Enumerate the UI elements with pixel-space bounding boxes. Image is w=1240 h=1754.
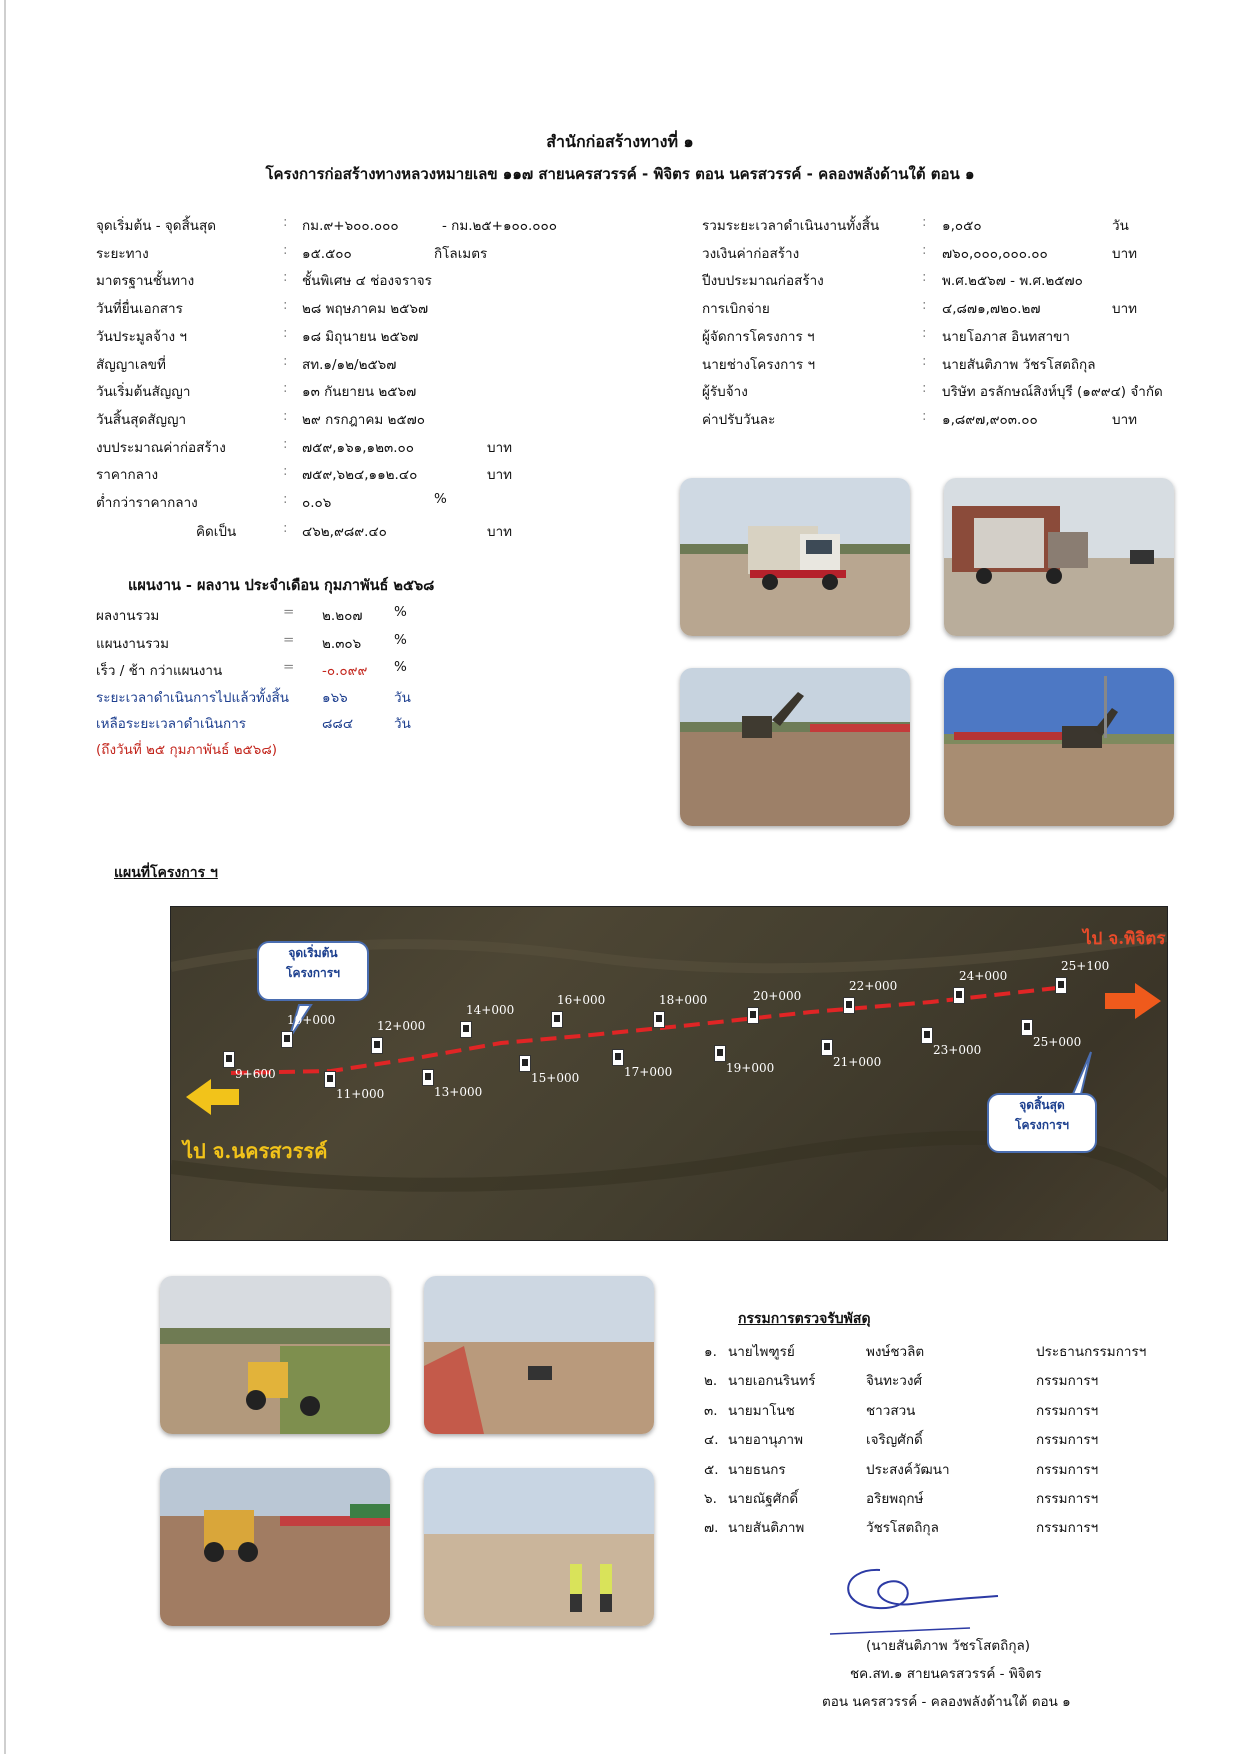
info-value: นายสันติภาพ วัชรโสตถิกุล bbox=[942, 356, 1096, 373]
member-first-name: นายอานุภาพ bbox=[728, 1432, 804, 1449]
info-row bbox=[0, 297, 1240, 323]
site-photo-3 bbox=[680, 668, 910, 826]
info-label: วันที่ยื่นเอกสาร bbox=[96, 301, 183, 318]
plan-label: เร็ว / ช้า กว่าแผนงาน bbox=[96, 663, 223, 679]
committee-row bbox=[0, 1458, 1240, 1484]
plan-unit: % bbox=[394, 659, 407, 675]
to-phichit-label: ไป จ.พิจิตร bbox=[1083, 929, 1166, 949]
member-number: ๒. bbox=[704, 1373, 718, 1390]
member-first-name: นายธนกร bbox=[728, 1461, 786, 1478]
site-photo-1 bbox=[680, 478, 910, 636]
km-label: 12+000 bbox=[377, 1019, 426, 1033]
elapsed-unit: วัน bbox=[394, 690, 411, 706]
signature-scribble bbox=[820, 1548, 1010, 1638]
remain-value: ๘๘๔ bbox=[322, 716, 354, 732]
plan-row bbox=[0, 604, 600, 630]
member-number: ๖. bbox=[704, 1491, 717, 1507]
remain-unit: วัน bbox=[394, 716, 411, 732]
info-row bbox=[0, 436, 620, 462]
km-label: 25+000 bbox=[1033, 1035, 1082, 1049]
to-nakhonsawan-label: ไป จ.นครสวรรค์ bbox=[183, 1139, 328, 1163]
remain-row bbox=[0, 712, 600, 738]
info-label: วันประมูลจ้าง ฯ bbox=[96, 328, 188, 345]
map-section-title: แผนที่โครงการ ฯ bbox=[114, 865, 218, 881]
km-marker-icon bbox=[223, 1051, 235, 1068]
plan-value: -๐.๐๙๙ bbox=[322, 663, 368, 679]
km-label: 21+000 bbox=[833, 1055, 882, 1069]
info-label: จุดเริ่มต้น - จุดสิ้นสุด bbox=[96, 218, 217, 234]
km-label: 22+000 bbox=[849, 979, 898, 993]
km-marker-icon bbox=[921, 1027, 933, 1044]
percent-amount-unit: บาท bbox=[487, 524, 513, 540]
member-role: กรรมการฯ bbox=[1036, 1461, 1099, 1478]
km-label: 14+000 bbox=[466, 1003, 515, 1017]
member-last-name: ประสงค์วัฒนา bbox=[866, 1461, 950, 1478]
committee-row bbox=[0, 1516, 1240, 1542]
member-number: ๓. bbox=[704, 1402, 718, 1419]
project-title: โครงการก่อสร้างทางหลวงหมายเลข ๑๑๗ สายนครสวรรค์ - พิจิตร ตอน นครสวรรค์ - คลองพลังด้านใต้ ตอน ๑ bbox=[265, 165, 975, 183]
member-first-name: นายเอกนรินทร์ bbox=[728, 1373, 816, 1390]
end-label: จุดสิ้นสุด bbox=[1019, 1098, 1065, 1112]
info-label: นายช่างโครงการ ฯ bbox=[702, 356, 816, 373]
as-of-date: (ถึงวันที่ ๒๕ กุมภาพันธ์ ๒๕๖๘) bbox=[96, 742, 278, 758]
info-unit: บาท bbox=[487, 439, 513, 456]
info-row bbox=[0, 242, 1240, 268]
info-label: วันสิ้นสุดสัญญา bbox=[96, 411, 187, 428]
km-marker-icon bbox=[843, 997, 855, 1014]
info-value: ๑๘ มิถุนายน ๒๕๖๗ bbox=[302, 328, 419, 345]
km-label: 9+600 bbox=[235, 1067, 276, 1081]
info-label: ผู้จัดการโครงการ ฯ bbox=[702, 328, 815, 345]
km-marker-icon bbox=[460, 1021, 472, 1038]
plan-eq: = bbox=[283, 604, 295, 620]
km-label: 11+000 bbox=[336, 1087, 385, 1101]
member-number: ๗. bbox=[704, 1520, 719, 1537]
km-marker-icon bbox=[1021, 1019, 1033, 1036]
colon: : bbox=[283, 435, 288, 452]
km-label: 19+000 bbox=[726, 1061, 775, 1075]
info-label: ราคากลาง bbox=[96, 467, 159, 484]
member-first-name: นายสันติภาพ bbox=[728, 1520, 805, 1537]
info-label: รวมระยะเวลาดำเนินงานทั้งสิ้น bbox=[702, 218, 880, 234]
info-value-end: - กม.๒๕+๑๐๐.๐๐๐ bbox=[442, 218, 558, 234]
km-label: 23+000 bbox=[933, 1043, 982, 1057]
info-value: ๑๕.๕๐๐ bbox=[302, 245, 352, 262]
info-unit: บาท bbox=[487, 467, 513, 484]
info-value: ชั้นพิเศษ ๔ ช่องจราจร bbox=[302, 273, 432, 290]
km-marker-icon bbox=[612, 1049, 624, 1066]
start-sublabel: โครงการฯ bbox=[286, 966, 340, 980]
info-row bbox=[0, 214, 1240, 240]
km-label: 17+000 bbox=[624, 1065, 673, 1079]
colon: : bbox=[283, 269, 288, 286]
info-value: สท.๑/๑๒/๒๕๖๗ bbox=[302, 356, 397, 373]
km-marker-icon bbox=[953, 987, 965, 1004]
member-last-name: จินทะวงศ์ bbox=[866, 1373, 923, 1390]
colon: : bbox=[922, 297, 927, 314]
colon: : bbox=[283, 407, 288, 424]
colon: : bbox=[922, 380, 927, 397]
colon: : bbox=[922, 407, 927, 424]
committee-title: กรรมการตรวจรับพัสดุ bbox=[738, 1311, 871, 1327]
committee-row bbox=[0, 1369, 1240, 1395]
signature-line2: ตอน นครสวรรค์ - คลองพลังด้านใต้ ตอน ๑ bbox=[822, 1694, 1071, 1710]
info-row bbox=[0, 380, 1240, 406]
info-unit: วัน bbox=[1112, 218, 1129, 234]
committee-row bbox=[0, 1428, 1240, 1454]
plan-label: ผลงานรวม bbox=[96, 608, 160, 624]
info-value: ๑,๘๙๗,๙๐๓.๐๐ bbox=[942, 411, 1038, 428]
colon: : bbox=[283, 520, 288, 536]
site-photo-2 bbox=[944, 478, 1174, 636]
info-label: ผู้รับจ้าง bbox=[702, 384, 748, 401]
info-unit: กิโลเมตร bbox=[434, 245, 488, 262]
plan-unit: % bbox=[394, 631, 407, 648]
signature-name: (นายสันติภาพ วัชรโสตถิกุล) bbox=[866, 1638, 1031, 1654]
start-label: จุดเริ่มต้น bbox=[288, 946, 338, 960]
plan-eq: = bbox=[283, 659, 295, 675]
info-row bbox=[0, 269, 1240, 295]
member-last-name: เจริญศักดิ์ bbox=[866, 1432, 923, 1449]
info-row bbox=[0, 491, 620, 517]
member-number: ๑. bbox=[704, 1344, 717, 1360]
site-photo-4 bbox=[944, 668, 1174, 826]
committee-row bbox=[0, 1487, 1240, 1513]
member-number: ๔. bbox=[704, 1432, 719, 1449]
km-label: 24+000 bbox=[959, 969, 1008, 983]
info-label: วงเงินค่าก่อสร้าง bbox=[702, 245, 800, 262]
info-value: นายโอภาส อินทสาขา bbox=[942, 328, 1070, 345]
member-role: กรรมการฯ bbox=[1036, 1432, 1099, 1449]
member-last-name: วัชรโสตถิกุล bbox=[866, 1520, 939, 1537]
colon: : bbox=[922, 214, 927, 230]
info-value: ๔,๘๗๑,๗๒๐.๒๗ bbox=[942, 301, 1041, 318]
info-unit: บาท bbox=[1112, 301, 1138, 318]
info-value: ๑๓ กันยายน ๒๕๖๗ bbox=[302, 384, 417, 401]
km-label: 18+000 bbox=[659, 993, 708, 1007]
end-sublabel: โครงการฯ bbox=[1015, 1118, 1069, 1132]
colon: : bbox=[283, 463, 288, 480]
colon: : bbox=[922, 324, 927, 341]
project-map bbox=[170, 906, 1168, 1241]
plan-label: แผนงานรวม bbox=[96, 635, 169, 652]
info-unit: บาท bbox=[1112, 411, 1138, 428]
office-title: สำนักก่อสร้างทางที่ ๑ bbox=[546, 132, 694, 151]
info-value: ๒๙ กรกฎาคม ๒๕๗๐ bbox=[302, 411, 426, 428]
km-marker-icon bbox=[371, 1037, 383, 1054]
member-first-name: นายณัฐศักดิ์ bbox=[728, 1491, 799, 1507]
info-value: ๐.๐๖ bbox=[302, 495, 332, 511]
info-label: งบประมาณค่าก่อสร้าง bbox=[96, 439, 226, 456]
km-marker-icon bbox=[821, 1039, 833, 1056]
info-unit: บาท bbox=[1112, 245, 1138, 262]
km-marker-icon bbox=[519, 1055, 531, 1072]
member-role: กรรมการฯ bbox=[1036, 1491, 1099, 1507]
signature-line1: ชค.สท.๑ สายนครสวรรค์ - พิจิตร bbox=[850, 1666, 1042, 1682]
end-callout bbox=[987, 1093, 1097, 1153]
info-value: ๗๖๐,๐๐๐,๐๐๐.๐๐ bbox=[942, 245, 1048, 262]
km-marker-icon bbox=[324, 1071, 336, 1088]
info-value: ๗๕๙,๑๖๑,๑๒๓.๐๐ bbox=[302, 439, 415, 456]
elapsed-row bbox=[0, 686, 600, 712]
info-value: ๗๕๙,๖๒๔,๑๑๒.๔๐ bbox=[302, 467, 418, 484]
km-label: 16+000 bbox=[557, 993, 606, 1007]
elapsed-value: ๑๖๖ bbox=[322, 690, 348, 706]
member-role: กรรมการฯ bbox=[1036, 1520, 1099, 1537]
info-label: ต่ำกว่าราคากลาง bbox=[96, 495, 198, 511]
colon: : bbox=[283, 491, 288, 507]
km-label: 13+000 bbox=[434, 1085, 483, 1099]
percent-amount-label: คิดเป็น bbox=[196, 524, 237, 540]
info-row bbox=[0, 408, 1240, 434]
km-marker-icon bbox=[281, 1031, 293, 1048]
info-value: บริษัท อรลักษณ์สิงห์บุรี (๑๙๙๔) จำกัด bbox=[942, 384, 1163, 401]
info-label: สัญญาเลขที่ bbox=[96, 356, 166, 373]
info-label: วันเริ่มต้นสัญญา bbox=[96, 384, 191, 401]
info-value: กม.๙+๖๐๐.๐๐๐ bbox=[302, 218, 399, 234]
elapsed-label: ระยะเวลาดำเนินการไปแล้วทั้งสิ้น bbox=[96, 690, 290, 706]
colon: : bbox=[283, 297, 288, 314]
info-label: ค่าปรับวันละ bbox=[702, 411, 776, 428]
colon: : bbox=[283, 324, 288, 341]
plan-row bbox=[0, 632, 600, 658]
remain-label: เหลือระยะเวลาดำเนินการ bbox=[96, 716, 247, 732]
info-label: ปีงบประมาณก่อสร้าง bbox=[702, 273, 824, 290]
colon: : bbox=[922, 269, 927, 286]
info-value: พ.ศ.๒๕๖๗ - พ.ศ.๒๕๗๐ bbox=[942, 273, 1083, 290]
member-last-name: อริยพฤกษ์ bbox=[866, 1491, 924, 1507]
km-marker-icon bbox=[551, 1011, 563, 1028]
plan-eq: = bbox=[283, 631, 295, 648]
km-label: 15+000 bbox=[531, 1071, 580, 1085]
committee-row bbox=[0, 1340, 1240, 1366]
percent-amount-value: ๔๖๒,๙๘๙.๔๐ bbox=[302, 524, 387, 540]
info-row bbox=[0, 463, 620, 489]
plan-value: ๒.๒๐๗ bbox=[322, 608, 363, 624]
info-label: มาตรฐานชั้นทาง bbox=[96, 273, 195, 290]
committee-row bbox=[0, 1399, 1240, 1425]
colon: : bbox=[922, 352, 927, 369]
info-label: ระยะทาง bbox=[96, 245, 149, 262]
info-row bbox=[0, 353, 1240, 379]
km-marker-icon bbox=[747, 1007, 759, 1024]
plan-row bbox=[0, 659, 600, 685]
member-role: ประธานกรรมการฯ bbox=[1036, 1344, 1147, 1360]
km-marker-icon bbox=[653, 1011, 665, 1028]
percent-amount-row bbox=[0, 520, 600, 546]
km-label: 25+100 bbox=[1061, 959, 1110, 973]
info-label: การเบิกจ่าย bbox=[702, 301, 770, 318]
start-callout bbox=[257, 941, 369, 1001]
plan-value: ๒.๓๐๖ bbox=[322, 635, 362, 652]
km-marker-icon bbox=[422, 1069, 434, 1086]
colon: : bbox=[283, 380, 288, 397]
km-marker-icon bbox=[714, 1045, 726, 1062]
member-number: ๕. bbox=[704, 1461, 719, 1478]
member-last-name: ชาวสวน bbox=[866, 1402, 916, 1419]
member-role: กรรมการฯ bbox=[1036, 1373, 1099, 1390]
member-last-name: พงษ์ชวลิต bbox=[866, 1344, 925, 1360]
info-value: ๑,๐๕๐ bbox=[942, 218, 982, 234]
member-role: กรรมการฯ bbox=[1036, 1402, 1099, 1419]
plan-title: แผนงาน - ผลงาน ประจำเดือน กุมภาพันธ์ ๒๕๖๘ bbox=[128, 578, 435, 594]
info-row bbox=[0, 325, 1240, 351]
colon: : bbox=[922, 241, 927, 258]
colon: : bbox=[283, 214, 288, 230]
member-first-name: นายมาโนช bbox=[728, 1402, 795, 1419]
info-unit: % bbox=[434, 491, 447, 507]
km-label: 10+000 bbox=[287, 1013, 336, 1027]
colon: : bbox=[283, 241, 288, 258]
arrow-south bbox=[186, 1079, 239, 1115]
plan-unit: % bbox=[394, 604, 407, 620]
member-first-name: นายไพฑูรย์ bbox=[728, 1344, 795, 1360]
km-label: 20+000 bbox=[753, 989, 802, 1003]
colon: : bbox=[283, 352, 288, 369]
km-marker-icon bbox=[1055, 977, 1067, 994]
arrow-north bbox=[1105, 983, 1161, 1019]
info-value: ๒๘ พฤษภาคม ๒๕๖๗ bbox=[302, 301, 429, 318]
